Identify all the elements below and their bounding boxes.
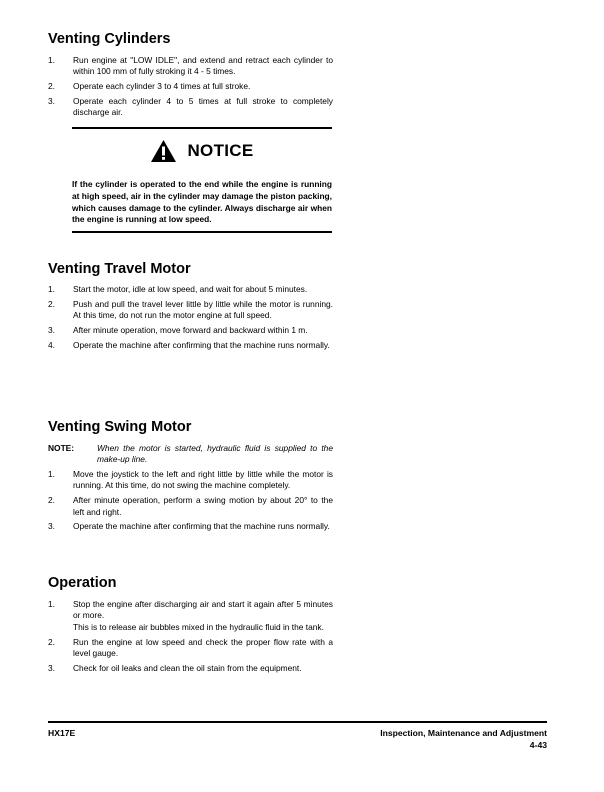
swing-steps <box>48 469 333 536</box>
footer-rule <box>48 721 547 723</box>
step-number: 1. <box>48 55 55 65</box>
notice-header <box>72 135 332 167</box>
page-footer <box>48 721 547 750</box>
list-item <box>48 469 333 492</box>
step-number: 3. <box>48 521 55 532</box>
note <box>48 443 333 466</box>
warning-triangle-icon <box>150 139 177 163</box>
step-number: 3. <box>48 325 55 335</box>
cylinders-steps <box>48 55 333 122</box>
step-text-continued: This is to release air bubbles mixed in the hydraulic fluid in the tank. <box>73 621 324 632</box>
note-text: When the motor is started, hydraulic fluid is supplied to the make-up line. <box>97 443 333 465</box>
notice-text: If the cylinder is operated to the end while the engine is running at high speed, air in the cylinder may damage the piston packing, which causes damage to the cylinder. Always discharge air when the engine is running at low speed. <box>72 179 332 225</box>
step-text: After minute operation, perform a swing motion by about 20° to the left and right. <box>73 495 333 517</box>
step-text: Start the motor, idle at low speed, and wait for about 5 minutes. <box>73 284 308 294</box>
list-item <box>48 663 333 674</box>
step-text: Run engine at "LOW IDLE", and extend and retract each cylinder to within 100 mm of fully stroking it 4 - 5 times. <box>73 55 333 77</box>
step-number: 1. <box>48 599 55 609</box>
step-text: After minute operation, move forward and backward within 1 m. <box>73 325 308 335</box>
heading-venting-cylinders: Venting Cylinders <box>48 31 171 47</box>
heading-venting-travel-motor: Venting Travel Motor <box>48 261 191 277</box>
step-text: Run the engine at low speed and check the proper flow rate with a level gauge. <box>73 636 333 659</box>
page-number: 4-43 <box>529 740 547 750</box>
list-item <box>48 637 333 660</box>
list-item <box>48 81 333 92</box>
step-text: Push and pull the travel lever little by little while the motor is running. At this time, do not run the motor engine at full speed. <box>73 298 333 321</box>
list-item <box>48 325 333 336</box>
step-number: 2. <box>48 495 55 506</box>
list-item <box>48 96 333 119</box>
step-number: 1. <box>48 469 55 479</box>
step-number: 2. <box>48 81 55 92</box>
step-text: Operate the machine after confirming that the machine runs normally. <box>73 339 330 350</box>
operation-steps <box>48 599 333 678</box>
step-number: 3. <box>48 662 55 673</box>
list-item <box>48 340 333 351</box>
step-text: Stop the engine after discharging air and start it again after 5 minutes or more. <box>73 599 333 621</box>
heading-venting-swing-motor: Venting Swing Motor <box>48 419 192 435</box>
step-number: 4. <box>48 339 55 350</box>
list-item <box>48 55 333 78</box>
step-text: Move the joystick to the left and right little by little while the motor is running. At this time, do not swing the machine completely. <box>73 469 333 491</box>
list-item <box>48 495 333 518</box>
footer-section-title: Inspection, Maintenance and Adjustment <box>380 728 547 738</box>
list-item <box>48 599 333 633</box>
notice-bottom-rule <box>72 231 332 233</box>
step-number: 2. <box>48 298 55 309</box>
list-item <box>48 521 333 532</box>
step-number: 1. <box>48 284 55 294</box>
step-text: Operate the machine after confirming that the machine runs normally. <box>73 521 330 532</box>
step-text: Operate each cylinder 3 to 4 times at full stroke. <box>73 81 251 92</box>
travel-steps <box>48 284 333 355</box>
heading-operation: Operation <box>48 575 117 591</box>
step-number: 3. <box>48 96 55 106</box>
step-text: Operate each cylinder 4 to 5 times at full stroke to completely discharge air. <box>73 96 333 118</box>
list-item <box>48 284 333 295</box>
notice-top-rule <box>72 127 332 129</box>
note-tag: NOTE: <box>48 443 75 453</box>
notice-box <box>72 127 332 233</box>
step-number: 2. <box>48 636 55 647</box>
step-text: Check for oil leaks and clean the oil stain from the equipment. <box>73 662 302 673</box>
notice-label: NOTICE <box>187 141 254 160</box>
footer-model: HX17E <box>48 728 76 738</box>
list-item <box>48 299 333 322</box>
